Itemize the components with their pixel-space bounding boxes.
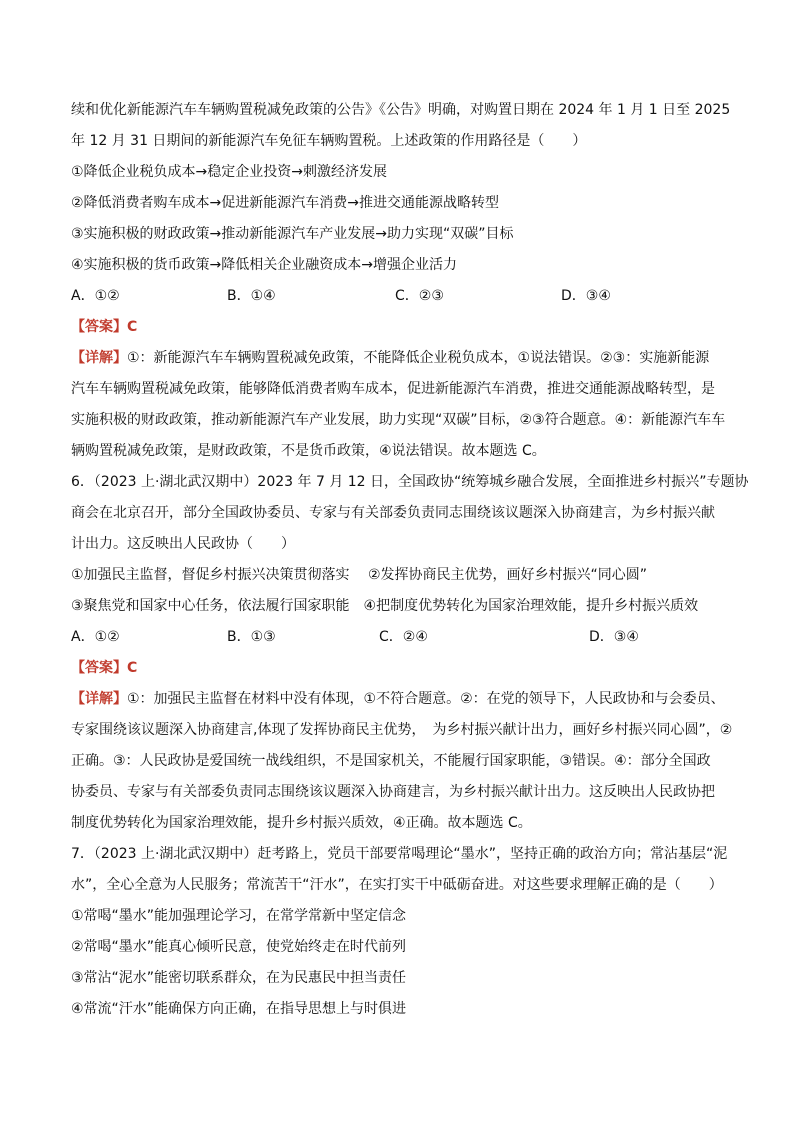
q6-detail-line: 协委员、专家与有关部委负责同志围绕该议题深入协商建言，为乡村振兴献计出力。这反映出人民政协把 xyxy=(71,784,715,800)
q5-detail-line: 实施积极的财政政策，推动新能源汽车产业发展，助力实现“双碳”目标，②③符合题意。④：新能源汽车车 xyxy=(71,412,726,428)
q5-detail-line: 汽车车辆购置税减免政策，能够降低消费者购车成本，促进新能源汽车消费，推进交通能源战略转型，是 xyxy=(71,381,715,397)
q7-stem-line: 水”，全心全意为人民服务；常流苦干“汗水”，在实打实干中砥砺奋进。对这些要求理解正确的是（ ） xyxy=(71,877,723,893)
q5-answer: 【答案】C xyxy=(71,319,138,335)
q5-stem-line: 续和优化新能源汽车车辆购置税减免政策的公告》《公告》明确，对购置日期在 2024 年 1 月 1 日至 2025 xyxy=(71,102,731,118)
q7-option: ④常流“汗水”能确保方向正确，在指导思想上与时俱进 xyxy=(71,1001,407,1017)
q6-stem-line: 计出力。这反映出人民政协（ ） xyxy=(71,536,295,552)
q5-option: ①降低企业税负成本→稳定企业投资→刺激经济发展 xyxy=(71,164,388,180)
choice-a: A．①② xyxy=(71,288,120,304)
choice-b: B．①③ xyxy=(227,629,276,645)
q7-option: ①常喝“墨水”能加强理论学习，在常学常新中坚定信念 xyxy=(71,908,407,924)
q5-detail-line xyxy=(71,348,723,368)
choice-a: A．①② xyxy=(71,629,120,645)
detail-tag: 【详解】 xyxy=(71,691,127,707)
choice-b: B．①④ xyxy=(227,288,276,304)
detail-text: ①：新能源汽车车辆购置税减免政策，不能降低企业税负成本，①说法错误。②③：实施新能源 xyxy=(127,350,710,366)
document-page xyxy=(71,96,749,1019)
q6-detail-line xyxy=(71,689,723,709)
q5-stem-line: 年 12 月 31 日期间的新能源汽车免征车辆购置税。上述政策的作用路径是（ ） xyxy=(71,133,587,149)
choice-d: D．③④ xyxy=(561,288,611,304)
q7-stem-line: 7．（2023 上·湖北武汉期中）赶考路上，党员干部要常喝理论“墨水”，坚持正确的政治方向；常沾基层“泥 xyxy=(71,846,728,862)
q6-choices xyxy=(71,627,723,647)
q6-detail-line: 专家围绕该议题深入协商建言,体现了发挥协商民主优势， 为乡村振兴献计出力，画好乡村振兴同心圆”，② xyxy=(71,722,733,738)
q6-answer: 【答案】C xyxy=(71,660,138,676)
detail-tag: 【详解】 xyxy=(71,350,127,366)
q6-stem-line: 商会在北京召开，部分全国政协委员、专家与有关部委负责同志围绕该议题深入协商建言，为乡村振兴献 xyxy=(71,505,715,521)
q5-option: ③实施积极的财政政策→推动新能源汽车产业发展→助力实现“双碳”目标 xyxy=(71,226,514,242)
q5-option: ②降低消费者购车成本→促进新能源汽车消费→推进交通能源战略转型 xyxy=(71,195,500,211)
q6-detail-line: 制度优势转化为国家治理效能，提升乡村振兴质效，④正确。故本题选 C。 xyxy=(71,815,532,831)
q6-detail-line: 正确。③：人民政协是爱国统一战线组织，不是国家机关，不能履行国家职能，③错误。④：部分全国政 xyxy=(71,753,711,769)
detail-text: ①：加强民主监督在材料中没有体现，①不符合题意。②：在党的领导下，人民政协和与会委员、 xyxy=(127,691,725,707)
choice-c: C．②③ xyxy=(395,288,444,304)
q6-option: ①加强民主监督，督促乡村振兴决策贯彻落实 ②发挥协商民主优势，画好乡村振兴“同心圆” xyxy=(71,567,648,583)
q6-option: ③聚焦党和国家中心任务，依法履行国家职能 ④把制度优势转化为国家治理效能，提升乡村振兴质效 xyxy=(71,598,699,614)
q5-detail-line: 辆购置税减免政策，是财政政策，不是货币政策，④说法错误。故本题选 C。 xyxy=(71,443,546,459)
q7-option: ③常沾“泥水”能密切联系群众，在为民惠民中担当责任 xyxy=(71,970,407,986)
choice-d: D．③④ xyxy=(589,629,639,645)
q7-option: ②常喝“墨水”能真心倾听民意，使党始终走在时代前列 xyxy=(71,939,407,955)
q6-stem-line: 6．（2023 上·湖北武汉期中）2023 年 7 月 12 日，全国政协“统筹城乡融合发展，全面推进乡村振兴”专题协 xyxy=(71,474,749,490)
q5-choices xyxy=(71,286,723,306)
choice-c: C．②④ xyxy=(379,629,428,645)
q5-option: ④实施积极的货币政策→降低相关企业融资成本→增强企业活力 xyxy=(71,257,458,273)
